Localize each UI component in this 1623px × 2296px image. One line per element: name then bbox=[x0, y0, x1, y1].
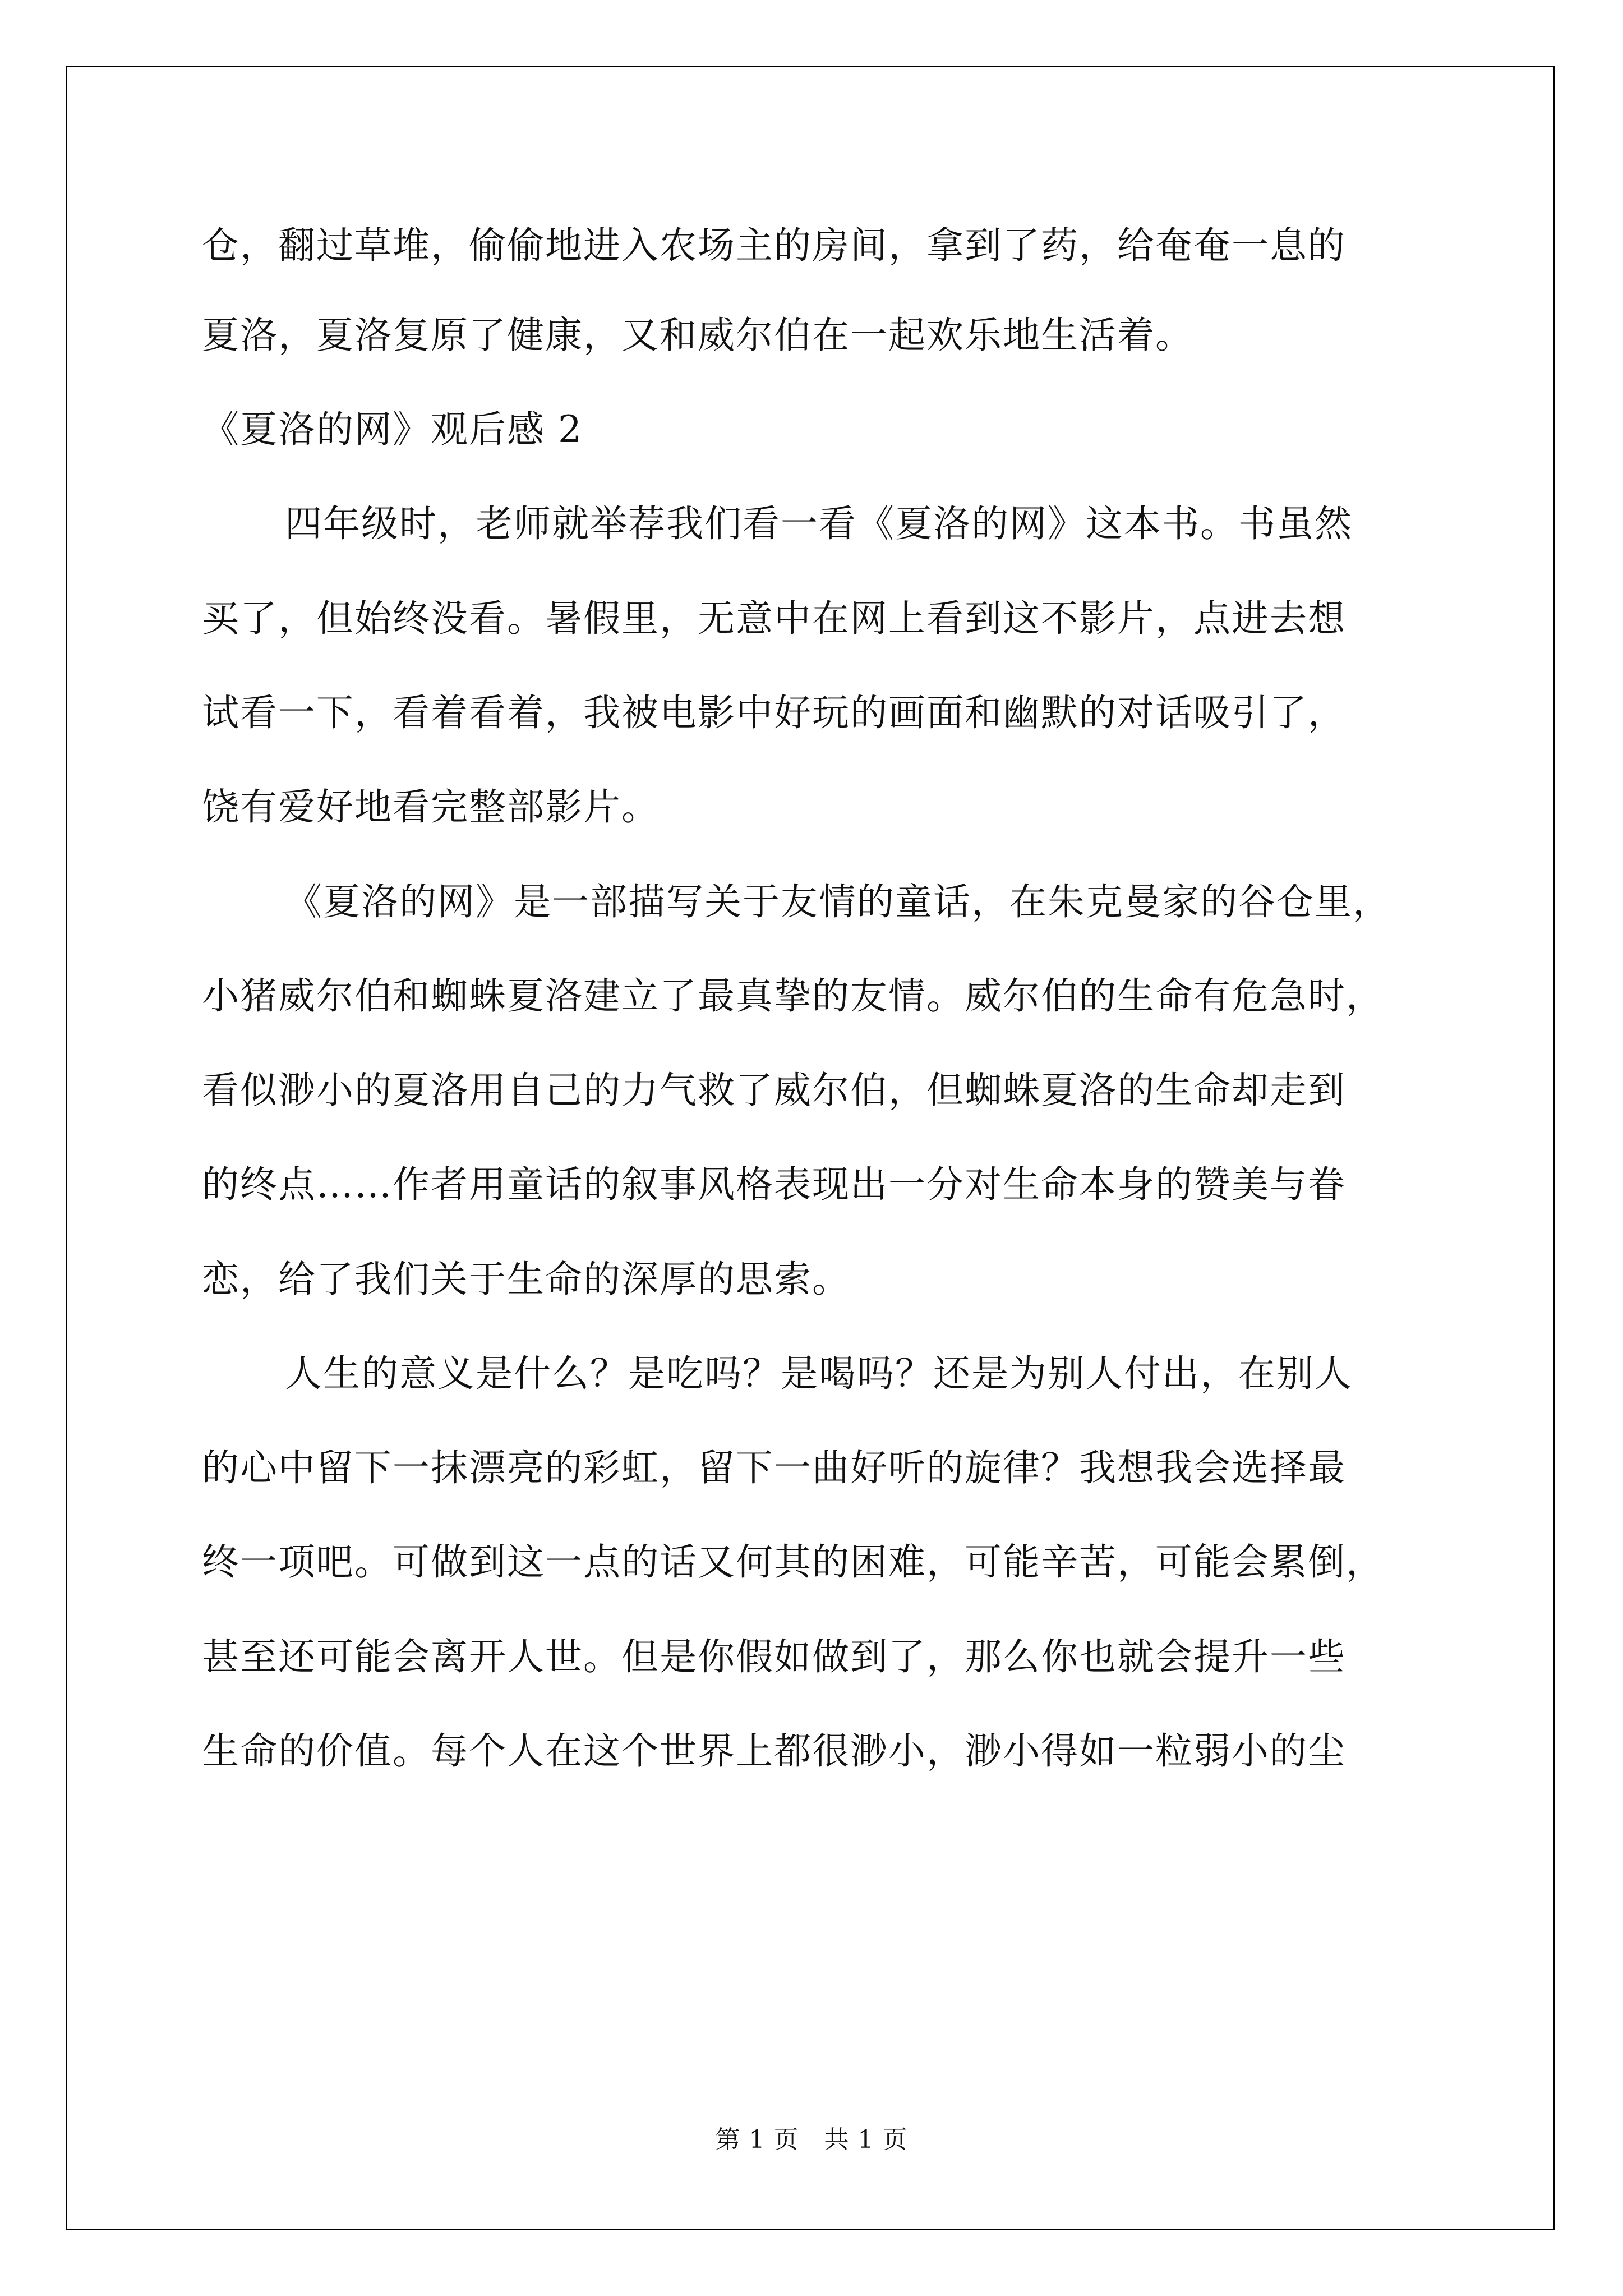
body-text-line: 的心中留下一抹漂亮的彩虹，留下一曲好听的旋律？我想我会选择最 bbox=[202, 1446, 1346, 1489]
page-number-footer: 第 1 页 共 1 页 bbox=[715, 2125, 908, 2154]
body-text-line: 夏洛，夏洛复原了健康，又和威尔伯在一起欢乐地生活着。 bbox=[202, 314, 1193, 357]
body-text-line: 看似渺小的夏洛用自己的力气救了威尔伯，但蜘蛛夏洛的生命却走到 bbox=[202, 1069, 1346, 1112]
body-text-line: 仓，翻过草堆，偷偷地进入农场主的房间，拿到了药，给奄奄一息的 bbox=[202, 224, 1346, 267]
body-text-line: 买了，但始终没看。暑假里，无意中在网上看到这不影片，点进去想 bbox=[202, 597, 1346, 640]
body-text-line: 人生的意义是什么？是吃吗？是喝吗？还是为别人付出，在别人 bbox=[285, 1352, 1353, 1395]
body-text-line: 终一项吧。可做到这一点的话又何其的困难，可能辛苦，可能会累倒， bbox=[202, 1540, 1384, 1584]
body-text-line: 恋，给了我们关于生命的深厚的思索。 bbox=[202, 1258, 850, 1301]
body-text-line: 的终点……作者用童话的叙事风格表现出一分对生命本身的赞美与眷 bbox=[202, 1163, 1346, 1206]
page-border bbox=[66, 66, 1555, 2230]
body-text-line: 试看一下，看着看着，我被电影中好玩的画面和幽默的对话吸引了， bbox=[202, 691, 1346, 734]
body-text-line: 小猪威尔伯和蜘蛛夏洛建立了最真挚的友情。威尔伯的生命有危急时， bbox=[202, 974, 1384, 1018]
body-text-line: 生命的价值。每个人在这个世界上都很渺小，渺小得如一粒弱小的尘 bbox=[202, 1729, 1346, 1773]
body-text-line: 饶有爱好地看完整部影片。 bbox=[202, 785, 660, 829]
body-text-line: 四年级时，老师就举荐我们看一看《夏洛的网》这本书。书虽然 bbox=[285, 502, 1353, 545]
body-text-line: 《夏洛的网》是一部描写关于友情的童话，在朱克曼家的谷仓里， bbox=[285, 880, 1391, 923]
body-text-line: 甚至还可能会离开人世。但是你假如做到了，那么你也就会提升一些 bbox=[202, 1635, 1346, 1678]
section-heading: 《夏洛的网》观后感 2 bbox=[202, 408, 583, 451]
